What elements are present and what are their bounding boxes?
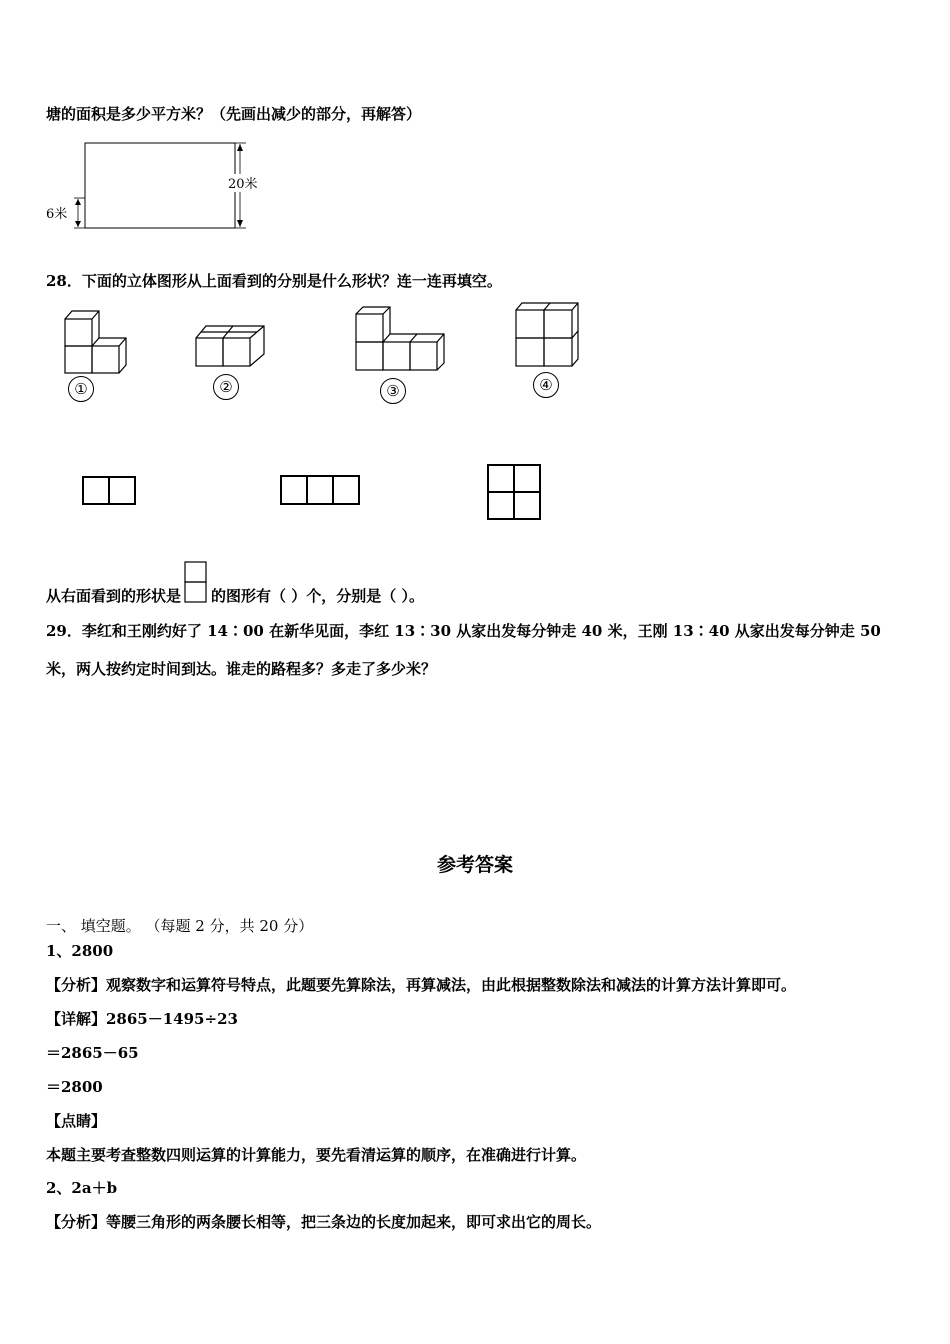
q28-text: 28．下面的立体图形从上面看到的分别是什么形状？连一连再填空。 bbox=[46, 272, 502, 290]
answer-1-comment: 本题主要考查整数四则运算的计算能力，要先看清运算的顺序，在准确进行计算。 bbox=[46, 1146, 587, 1164]
figure-label-4: ④ bbox=[533, 372, 559, 398]
q28-fill-suffix: 的图形有（ ）个，分别是（ ）。 bbox=[211, 587, 424, 605]
answer-1-head: 1、2800 bbox=[46, 942, 114, 960]
answer-1-analysis: 【分析】观察数字和运算符号特点，此题要先算除法，再算减法，由此根据整数除法和减法的计算方法计算即可。 bbox=[46, 976, 797, 994]
answer-1-comment-head: 【点睛】 bbox=[46, 1112, 107, 1130]
q27-text: 塘的面积是多少平方米？（先画出减少的部分，再解答） bbox=[46, 105, 422, 123]
label-20m: 20米 bbox=[228, 177, 258, 192]
top-view-shape-3-squares bbox=[278, 473, 364, 508]
top-view-shape-4-squares bbox=[485, 462, 545, 524]
solid-figure-1 bbox=[60, 306, 140, 376]
section-heading: 一、 填空题。 （每题 2 分，共 20 分） bbox=[46, 917, 314, 935]
answer-1-step-1: ＝2865－65 bbox=[46, 1044, 139, 1062]
figure-label-1: ① bbox=[68, 376, 94, 402]
q29-line-2: 米，两人按约定时间到达。谁走的路程多？多走了多少米？ bbox=[46, 660, 437, 678]
solid-figure-4 bbox=[510, 300, 585, 370]
top-view-shape-2-squares bbox=[80, 474, 140, 509]
answer-1-detail: 【详解】2865－1495÷23 bbox=[46, 1010, 238, 1028]
answer-2-head: 2、2a＋b bbox=[46, 1179, 118, 1197]
q28-fill-prefix: 从右面看到的形状是 bbox=[46, 587, 182, 605]
answers-title: 参考答案 bbox=[436, 854, 513, 876]
right-view-shape-icon bbox=[183, 560, 209, 606]
solid-figure-2 bbox=[190, 320, 280, 375]
answer-2-analysis: 【分析】等腰三角形的两条腰长相等，把三条边的长度加起来，即可求出它的周长。 bbox=[46, 1213, 602, 1231]
q28-fill-line bbox=[46, 560, 424, 606]
solid-figure-3 bbox=[350, 302, 450, 377]
label-6m: 6米 bbox=[46, 207, 68, 222]
figure-label-2: ② bbox=[213, 374, 239, 400]
pond-rectangle-figure bbox=[40, 136, 280, 236]
figure-label-3: ③ bbox=[380, 378, 406, 404]
answer-1-step-2: ＝2800 bbox=[46, 1078, 103, 1096]
q29-line-1: 29．李红和王刚约好了 14∶00 在新华见面，李红 13∶30 从家出发每分钟走 40 米，王刚 13∶40 从家出发每分钟走 50 bbox=[46, 622, 881, 640]
